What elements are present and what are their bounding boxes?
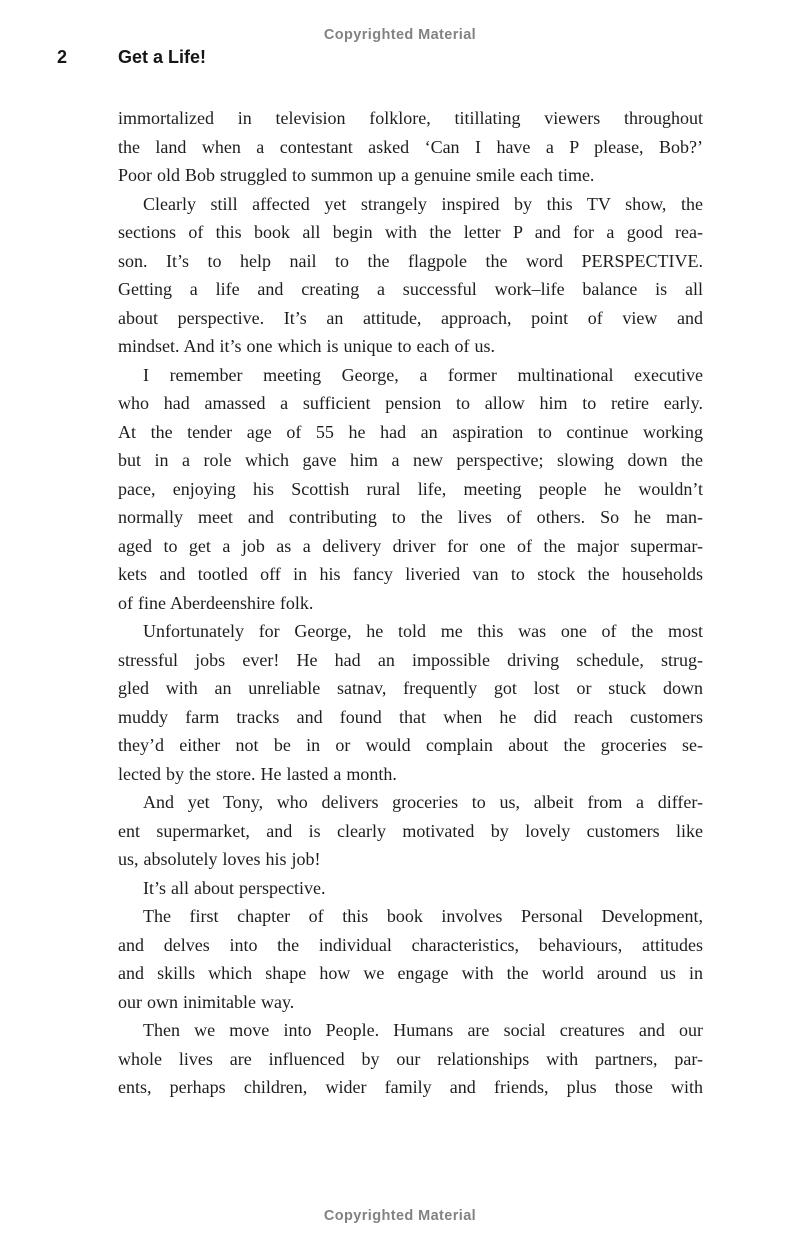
text-line: ents, perhaps children, wider family and friends, plus those with <box>118 1077 703 1097</box>
text-line: our own inimitable way. <box>118 991 295 1012</box>
text-line: muddy farm tracks and found that when he did reach customers <box>118 706 703 727</box>
text-line: and delves into the individual characteristics, behaviours, attitudes <box>118 934 703 955</box>
text-line: of fine Aberdeenshire folk. <box>118 592 314 613</box>
text-line: kets and tootled off in his fancy liveried van to stock the households <box>118 564 703 584</box>
paragraph <box>118 902 703 1016</box>
text-line: Then we move into People. Humans are social creatures and our <box>143 1020 703 1040</box>
text-line: immortalized in television folklore, titillating viewers throughout <box>118 108 703 128</box>
paragraph <box>118 190 703 361</box>
text-line: whole lives are influenced by our relationships with partners, par- <box>118 1048 703 1069</box>
text-line: pace, enjoying his Scottish rural life, meeting people he wouldn’t <box>118 478 703 499</box>
paragraph <box>118 1016 703 1102</box>
text-line: who had amassed a sufficient pension to allow him to retire early. <box>118 393 703 413</box>
text-line: the land when a contestant asked ‘Can I have a P please, Bob?’ <box>118 136 703 157</box>
text-line: but in a role which gave him a new perspective; slowing down the <box>118 450 703 470</box>
text-line: and skills which shape how we engage with the world around us in <box>118 963 703 983</box>
text-line: sections of this book all begin with the letter P and for a good rea- <box>118 222 703 242</box>
text-line: gled with an unreliable satnav, frequently got lost or stuck down <box>118 678 703 698</box>
text-line: And yet Tony, who delivers groceries to us, albeit from a differ- <box>143 792 703 812</box>
text-line: lected by the store. He lasted a month. <box>118 763 397 784</box>
text-line: normally meet and contributing to the lives of others. So he man- <box>118 507 703 527</box>
text-line: about perspective. It’s an attitude, approach, point of view and <box>118 307 703 328</box>
text-line: The first chapter of this book involves Personal Development, <box>143 906 703 926</box>
paragraph <box>118 788 703 874</box>
text-line: Poor old Bob struggled to summon up a genuine smile each time. <box>118 165 595 185</box>
text-line: Clearly still affected yet strangely inspired by this TV show, the <box>143 193 703 214</box>
text-line: aged to get a job as a delivery driver for one of the major supermar- <box>118 535 703 556</box>
running-title: Get a Life! <box>118 47 207 67</box>
text-line: ent supermarket, and is clearly motivated by lovely customers like <box>118 820 703 841</box>
text-line: Getting a life and creating a successful work–life balance is all <box>118 279 703 299</box>
body-text <box>118 104 703 1102</box>
paragraph <box>118 617 703 788</box>
text-line: Unfortunately for George, he told me this was one of the most <box>143 621 703 641</box>
paragraph <box>118 874 703 903</box>
text-line: stressful jobs ever! He had an impossible driving schedule, strug- <box>118 649 703 670</box>
text-line: they’d either not be in or would complain about the groceries se- <box>118 735 703 755</box>
text-line: It’s all about perspective. <box>143 877 326 898</box>
text-line: I remember meeting George, a former multinational executive <box>143 364 703 385</box>
copyright-notice-bottom: Copyrighted Material <box>323 1208 477 1224</box>
text-line: At the tender age of 55 he had an aspiration to continue working <box>118 421 703 442</box>
paragraph <box>118 104 703 190</box>
text-line: us, absolutely loves his job! <box>118 849 321 869</box>
page-number: 2 <box>57 47 68 67</box>
text-line: mindset. And it’s one which is unique to each of us. <box>118 336 495 356</box>
copyright-notice-top: Copyrighted Material <box>323 27 477 43</box>
page-header <box>0 47 800 71</box>
text-line: son. It’s to help nail to the flagpole the word PERSPECTIVE. <box>118 250 703 271</box>
paragraph <box>118 361 703 618</box>
